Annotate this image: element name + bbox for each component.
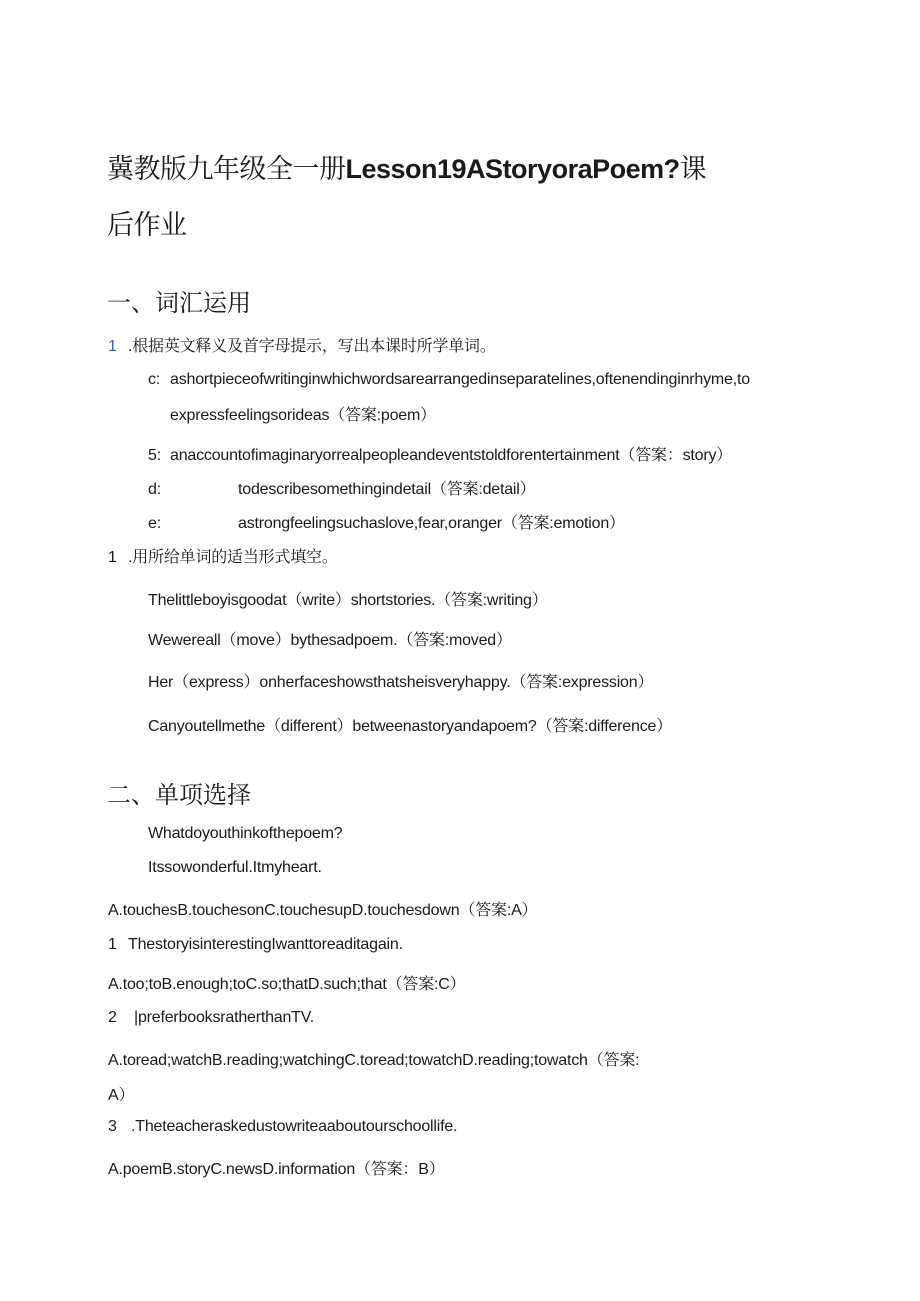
- mc-question-3: [108, 1118, 457, 1136]
- item-text: astrongfeelingsuchaslove,fear,oranger（答案:emotion）: [238, 515, 625, 532]
- question-number: 1: [108, 549, 117, 566]
- dialogue-line-1: Whatdoyouthinkofthepoem?: [148, 825, 343, 842]
- mc-question-2: [108, 1009, 314, 1027]
- fill-item-2: Wewereall（move）bythesadpoem.（答案:moved）: [148, 632, 512, 649]
- mc-question-1: [108, 936, 403, 954]
- options-q0: A.touchesB.touchesonC.touchesupD.touchesdown（答案:A）: [108, 902, 538, 919]
- item-text: ashortpieceofwritinginwhichwordsarearrangedinseparatelines,oftenendinginrhyme,to: [170, 371, 750, 388]
- question-number: 1: [108, 338, 117, 355]
- question-number: 1: [108, 936, 117, 953]
- fill-item-4: Canyoutellmethe（different）betweenastoryandapoem?（答案:difference）: [148, 718, 672, 735]
- document-title: [107, 147, 706, 186]
- question-text: .Theteacheraskedustowriteaaboutourschoollife.: [131, 1118, 458, 1135]
- item-letter: c:: [148, 371, 161, 388]
- item-text: anaccountofimaginaryorrealpeopleandeventstoldforentertainment（答案：story）: [170, 447, 733, 464]
- options-q2-cont: A）: [108, 1087, 135, 1104]
- instruction-text: .根据英文释义及首字母提示，写出本课时所学单词。: [128, 338, 496, 355]
- options-q2: A.toread;watchB.reading;watchingC.toread;towatchD.reading;towatch（答案:: [108, 1052, 640, 1069]
- vocab-item-s: [148, 442, 732, 465]
- dialogue-line-2: Itssowonderful.Itmyheart.: [148, 859, 322, 876]
- question-text: |preferbooksratherthanTV.: [134, 1009, 315, 1026]
- section-heading-vocabulary: 一、词汇运用: [107, 290, 251, 317]
- section-heading-multiple-choice: 二、单项选择: [107, 782, 251, 809]
- item-letter: e:: [148, 515, 161, 532]
- fill-item-1: Thelittleboyisgoodat（write）shortstories.（答案:writing）: [148, 592, 548, 609]
- title-end: 课: [679, 154, 707, 184]
- options-q3: A.poemB.storyC.newsD.information（答案：B）: [108, 1161, 445, 1178]
- vocab-item-e: [148, 510, 625, 533]
- question-1-instruction: [108, 333, 496, 356]
- question-text: ThestoryisinterestingIwanttoreaditagain.: [128, 936, 403, 953]
- options-q1: A.too;toB.enough;toC.so;thatD.such;that（答案:C）: [108, 976, 466, 993]
- title-en: Lesson19AStoryoraPoem?: [345, 154, 680, 184]
- instruction-text: .用所给单词的适当形式填空。: [128, 549, 338, 566]
- document-title-line2: 后作业: [107, 210, 187, 240]
- item-letter: 5:: [148, 447, 161, 464]
- question-number: 2: [108, 1009, 117, 1026]
- question-number: 3: [108, 1118, 117, 1135]
- title-cn: 冀教版九年级全一册: [107, 154, 346, 184]
- vocab-item-c: [148, 371, 750, 389]
- question-2-instruction: [108, 544, 338, 567]
- item-text: todescribesomethingindetail（答案:detail）: [238, 481, 536, 498]
- item-letter: d:: [148, 481, 161, 498]
- fill-item-3: Her（express）onherfaceshowsthatsheisveryhappy.（答案:expression）: [148, 674, 654, 691]
- vocab-item-c-cont: expressfeelingsorideas（答案:poem）: [170, 407, 436, 424]
- vocab-item-d: [148, 476, 535, 499]
